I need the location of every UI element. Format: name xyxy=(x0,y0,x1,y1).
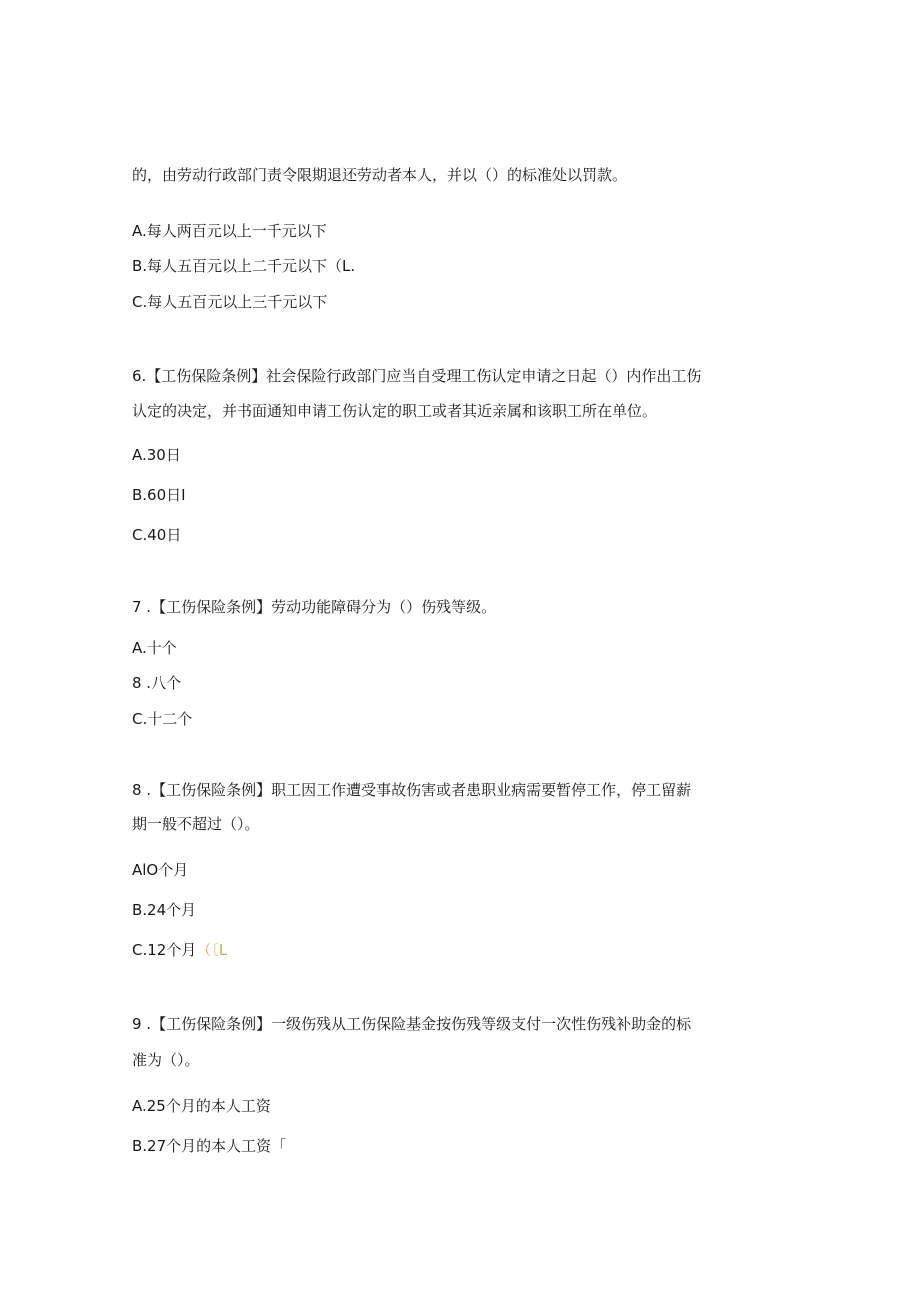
question-8-option-c: C.12个月 xyxy=(132,941,197,959)
question-8-option-c-mark: （〔L xyxy=(196,941,228,959)
question-9-option-a: A.25个月的本人工资 xyxy=(132,1097,271,1115)
question-5-option-c: C.每人五百元以上三千元以下 xyxy=(132,293,328,311)
question-9-stem-line-1: 9 .【工伤保险条例】一级伤残从工伤保险基金按伤残等级支付一次性伤残补助金的标 xyxy=(132,1015,692,1033)
question-8-option-c-row xyxy=(132,940,227,960)
question-7-option-a: A.十个 xyxy=(132,639,177,657)
question-6-option-b: B.60日I xyxy=(132,486,186,504)
question-7-stem: 7 .【工伤保险条例】劳动功能障碍分为（）伤残等级。 xyxy=(132,598,497,616)
question-8-stem-line-1: 8 .【工伤保险条例】职工因工作遭受事故伤害或者患职业病需要暂停工作，停工留薪 xyxy=(132,781,692,799)
question-8-stem-line-2: 期一般不超过（）。 xyxy=(132,815,260,833)
question-9-stem-line-2: 准为（）。 xyxy=(132,1051,200,1069)
question-5-option-a: A.每人两百元以上一千元以下 xyxy=(132,222,327,240)
question-6-option-a: A.30日 xyxy=(132,446,181,464)
question-6-stem-line-2: 认定的决定，并书面通知申请工伤认定的职工或者其近亲属和该职工所在单位。 xyxy=(132,402,658,420)
question-5-stem-tail: 的，由劳动行政部门责令限期退还劳动者本人，并以（）的标准处以罚款。 xyxy=(132,166,628,184)
question-6-stem-line-1: 6.【工伤保险条例】社会保险行政部门应当自受理工伤认定申请之日起（）内作出工伤 xyxy=(132,367,702,385)
question-6-option-c: C.40日 xyxy=(132,526,182,544)
question-8-option-a: AlO个月 xyxy=(132,861,189,879)
question-8-option-b: B.24个月 xyxy=(132,901,197,919)
question-5-option-b: B.每人五百元以上二千元以下（L. xyxy=(132,257,356,275)
question-7-option-c: C.十二个 xyxy=(132,710,193,728)
question-7-option-b: 8 .八个 xyxy=(132,674,182,692)
question-9-option-b: B.27个月的本人工资「 xyxy=(132,1137,287,1155)
